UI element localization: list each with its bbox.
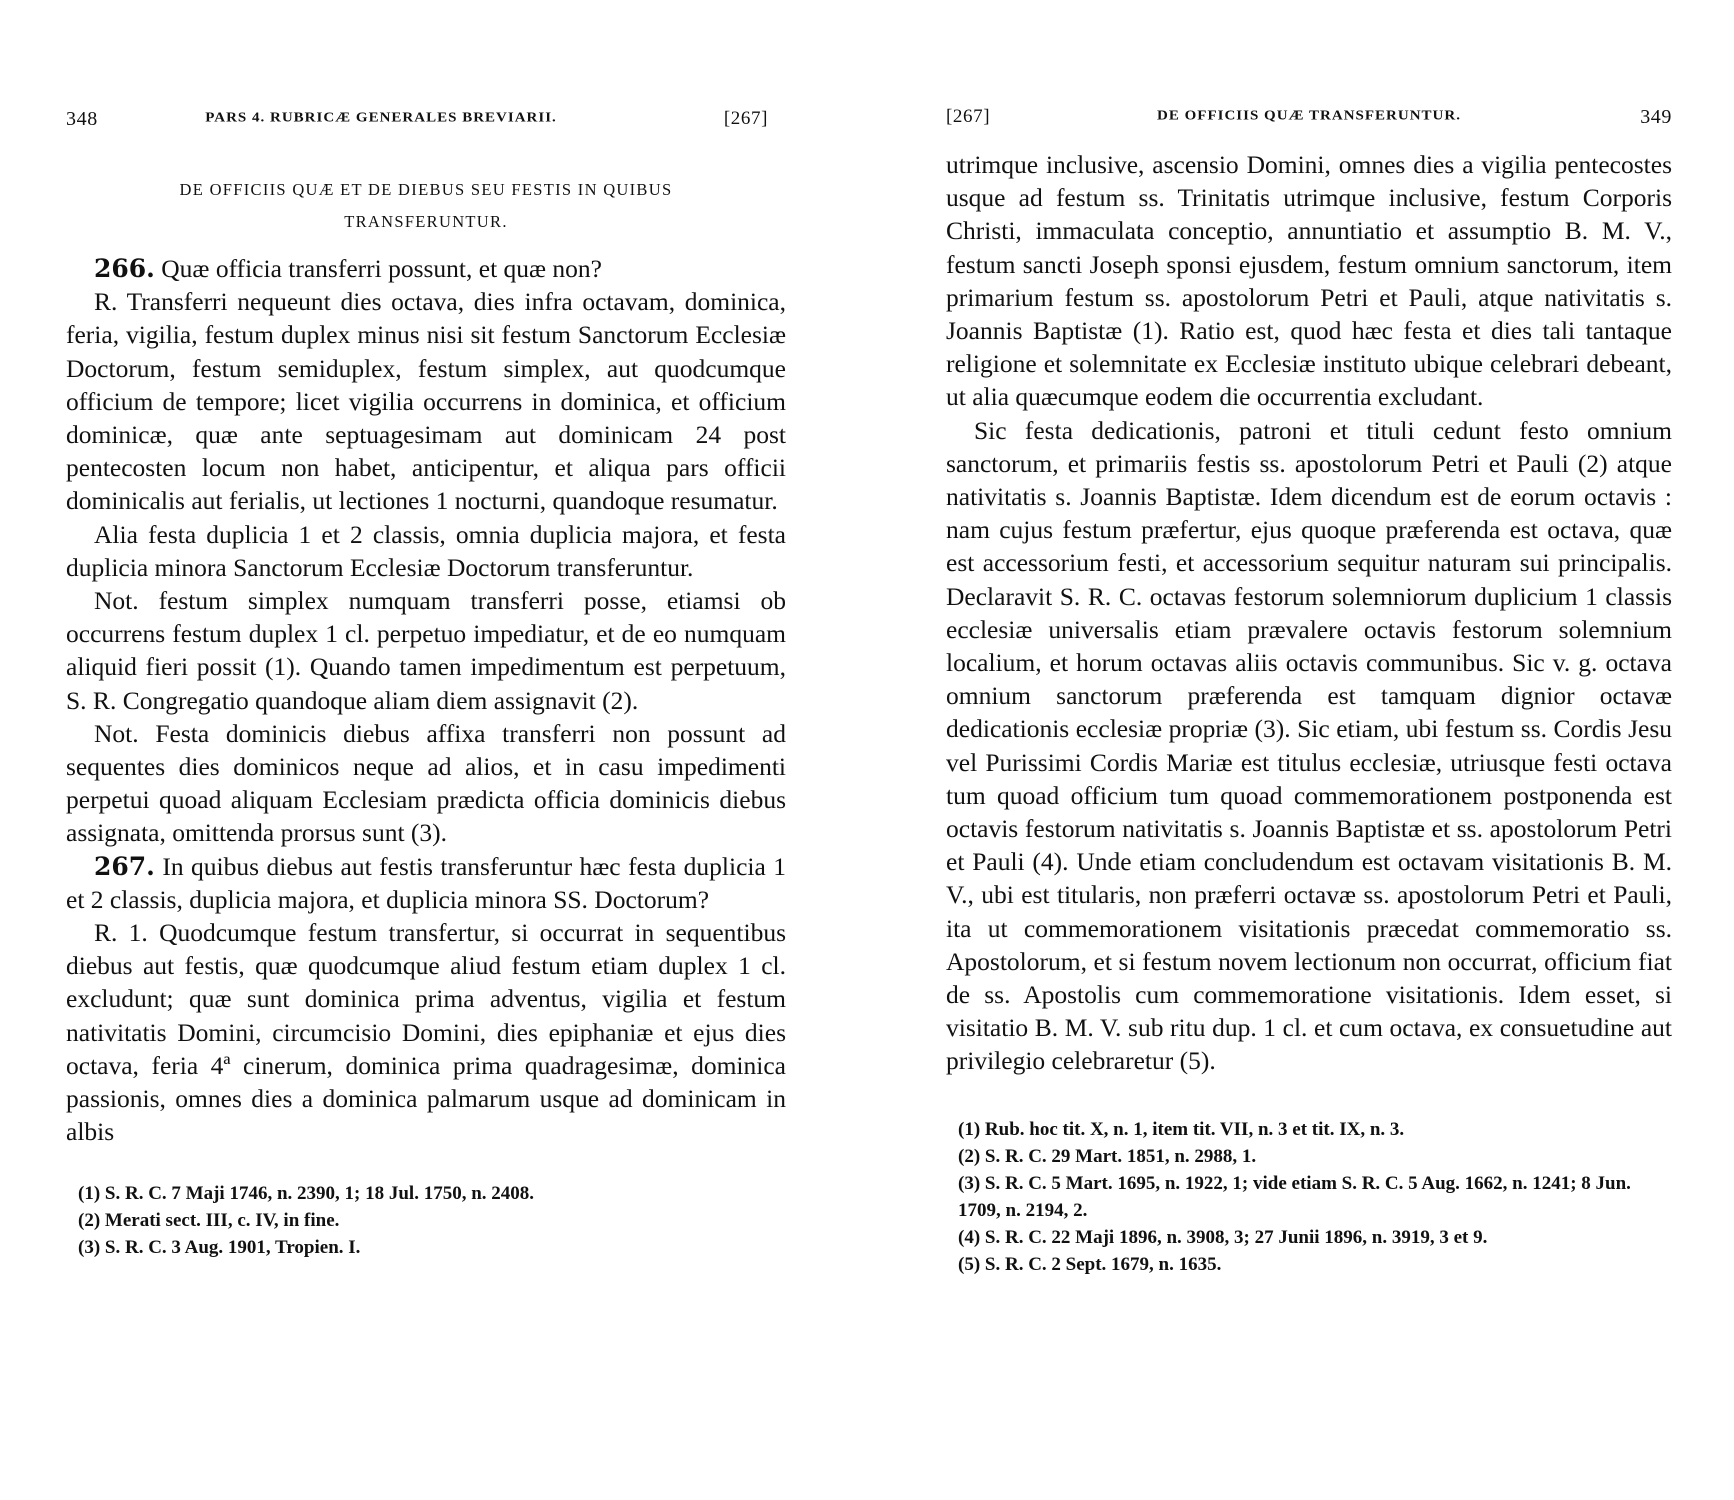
footnote: (3) S. R. C. 5 Mart. 1695, n. 1922, 1; vide etiam S. R. C. 5 Aug. 1662, n. 1241; 8 Jun. 1709, n. 2194, 2. bbox=[958, 1172, 1631, 1221]
footnote: (3) S. R. C. 3 Aug. 1901, Tropien. I. bbox=[78, 1237, 361, 1259]
question-267-text: In quibus diebus aut festis transferuntur hæc festa duplicia 1 et 2 classis, duplicia majora, et duplicia minora SS. Doctorum? bbox=[66, 851, 786, 914]
left-running-title: PARS 4. RUBRICÆ GENERALES BREVIARII. bbox=[205, 110, 557, 126]
left-page bbox=[66, 0, 786, 1261]
left-footnotes bbox=[66, 1180, 786, 1261]
question-number-267: 267. bbox=[94, 851, 155, 881]
section-heading bbox=[66, 174, 786, 238]
footnote: (5) S. R. C. 2 Sept. 1679, n. 1635. bbox=[958, 1253, 1222, 1275]
paragraph: Not. Festa dominicis diebus affixa transferri non possunt ad sequentes dies dominicos neque ad alios, et in casu impedimenti perpetui quoad aliquam Ecclesiam prædicta officia dominicis diebus assignata, omittenda prorsus sunt (3). bbox=[66, 718, 786, 848]
question-267 bbox=[66, 850, 786, 916]
section-heading-line2: TRANSFERUNTUR. bbox=[344, 212, 508, 231]
footnote: (1) S. R. C. 7 Maji 1746, n. 2390, 1; 18 Jul. 1750, n. 2408. bbox=[78, 1183, 535, 1205]
footnote: (2) S. R. C. 29 Mart. 1851, n. 2988, 1. bbox=[958, 1145, 1257, 1167]
right-section-ref: [267] bbox=[946, 106, 991, 127]
paragraph: Not. festum simplex numquam transferri posse, etiamsi ob occurrens festum duplex 1 cl. perpetuo impediatur, et de eo numquam aliquid fieri possit (1). Quando tamen impedimentum est perpetuum, S. R. Congregatio quandoque aliam diem assignavit (2). bbox=[66, 586, 786, 715]
paragraph: Alia festa duplicia 1 et 2 classis, omnia duplicia majora, et festa duplicia minora Sanctorum Ecclesiæ Doctorum transferuntur. bbox=[66, 519, 786, 582]
paragraph: Sic festa dedicationis, patroni et tituli cedunt festo omnium sanctorum, et primariis festis ss. apostolorum Petri et Pauli (2) atque nativitatis s. Joannis Baptistæ. Idem dicendum est de eorum octavis : nam cujus festum præfertur, ejus quoque præferenda est octava, quæ est accessorium festi, et accessorium sequitur naturam sui principalis. Declaravit S. R. C. octavas festorum solemniorum duplicium 1 classis ecclesiæ universalis etiam prævalere octavis festorum solemnium localium, et horum octavas aliis octavis communibus. Sic v. g. octava omnium sanctorum præferenda est tamquam dignior octavæ dedicationis ecclesiæ propriæ (3). Sic etiam, ubi festum ss. Cordis Jesu vel Purissimi Cordis Mariæ est titulus ecclesiæ, utriusque festi octava tum quoad officium tum quoad commemorationem postponenda est octavis festorum nativitatis s. Joannis Baptistæ et ss. apostolorum Petri et Pauli (4). Unde etiam concludendum est octavam visitationis B. M. V., ubi est titularis, non præferri octavæ ss. apostolorum Petri et Pauli, ita ut commemorationem visitationis præcedat commemoratio ss. Apostolorum, et si festum novem lectionum non occurrat, officium fiat de ss. Apostolis cum commemoratione visitationis. Idem esset, si visitatio B. M. V. sub ritu dup. 1 cl. et cum octava, ex consuetudine aut privilegio celebraretur (5). bbox=[946, 415, 1672, 1076]
right-footnotes bbox=[946, 1116, 1672, 1278]
question-number-266: 266. bbox=[94, 254, 155, 283]
footnote: (1) Rub. hoc tit. X, n. 1, item tit. VII, n. 3 et tit. IX, n. 3. bbox=[958, 1118, 1405, 1140]
footnote: (4) S. R. C. 22 Maji 1896, n. 3908, 3; 27 Junii 1896, n. 3919, 3 et 9. bbox=[958, 1226, 1488, 1248]
right-running-head bbox=[946, 106, 1672, 146]
right-running-title: DE OFFICIIS QUÆ TRANSFERUNTUR. bbox=[1157, 108, 1461, 124]
section-heading-line1: DE OFFICIIS QUÆ ET DE DIEBUS SEU FESTIS IN QUIBUS bbox=[179, 180, 673, 199]
footnote: (2) Merati sect. III, c. IV, in fine. bbox=[78, 1210, 340, 1232]
left-page-number: 348 bbox=[66, 108, 98, 130]
right-page bbox=[946, 0, 1672, 1278]
right-body-text bbox=[946, 148, 1672, 1078]
paragraph: utrimque inclusive, ascensio Domini, omnes dies a vigilia pentecostes usque ad festum ss. Trinitatis utrimque inclusive, festum Corporis Christi, immaculata conceptio, annuntiatio et assumptio B. M. V., festum sancti Joseph sponsi ejusdem, festum omnium sanctorum, item primarium festum ss. apostolorum Petri et Pauli, atque nativitatis s. Joannis Baptistæ (1). Ratio est, quod hæc festa et dies tali tantaque religione et solemnitate ex Ecclesiæ instituto ubique celebrari debeant, ut alia quæcumque eodem die occurrentia excludant. bbox=[946, 150, 1672, 412]
paragraph: R. 1. Quodcumque festum transfertur, si occurrat in sequentibus diebus aut festis, quæ quodcumque aliud festum etiam duplex 1 cl. excludunt; quæ sunt dominica prima adventus, vigilia et festum nativitatis Domini, circumcisio Domini, dies epiphaniæ et ejus dies octava, feria 4ª cinerum, dominica prima quadragesimæ, dominica passionis, omnes dies a dominica palmarum usque ad dominicam in albis bbox=[66, 918, 786, 1147]
left-section-ref: [267] bbox=[723, 108, 768, 129]
paragraph: R. Transferri nequeunt dies octava, dies infra octavam, dominica, feria, vigilia, festum duplex minus nisi sit festum Sanctorum Ecclesiæ Doctorum, festum semiduplex, festum simplex, aut quodcumque officium de tempore; licet vigilia occurrens in dominica, et officium dominicæ, quæ ante septuagesimam aut dominicam 24 post pentecosten locum non habet, anticipentur, et aliqua pars officii dominicalis aut ferialis, ut lectiones 1 nocturni, quandoque resumatur. bbox=[66, 287, 786, 516]
left-running-head bbox=[66, 108, 786, 148]
left-body-text bbox=[66, 252, 786, 1148]
question-266-text: Quæ officia transferri possunt, et quæ non? bbox=[154, 254, 602, 283]
question-266 bbox=[66, 252, 786, 285]
right-page-number: 349 bbox=[1640, 106, 1672, 128]
